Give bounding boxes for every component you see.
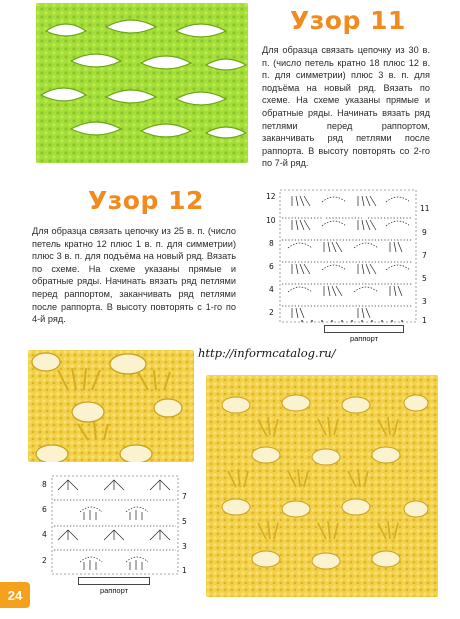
pattern-12-title: Узор 12: [88, 186, 204, 215]
row-number: 1: [182, 566, 187, 575]
row-number: 7: [422, 251, 427, 260]
row-number: 5: [422, 274, 427, 283]
pattern-11-description: Для образца связать цепочку из 30 в. п. (число петель кратно 18 плюс 12 в. п. для симметрии) плюс 3 в. п. для подъёма на новый ряд. Вязать по схеме. На схеме указаны прямые и обратные ряды. Начинать вязать ряд петлями перед раппортом, заканчивать ряд петлями после раппорта. В высоту повторять со 2-го по 7-й ряд.: [262, 45, 430, 169]
pattern-12-chart: [34, 474, 200, 600]
row-number: 2: [269, 308, 274, 317]
pattern-12-photo-closeup: [28, 350, 194, 462]
row-number: 9: [422, 228, 427, 237]
row-number: 4: [42, 530, 47, 539]
rapport-bracket: [324, 325, 404, 333]
row-number: 6: [42, 505, 47, 514]
pattern-11-chart-symbols: [262, 188, 437, 348]
pattern-11-chart: [262, 188, 437, 348]
rapport-label: раппорт: [99, 586, 129, 595]
row-number: 4: [269, 285, 274, 294]
row-number: 6: [269, 262, 274, 271]
row-number: 11: [420, 204, 430, 213]
row-number: 7: [182, 492, 187, 501]
pattern-12-description: Для образца связать цепочку из 25 в. п. (число петель кратно 12 плюс 1 в. п. для симметрии) плюс 3 в. п. для подъёма на новый ряд. Вязать по схеме. На схеме указаны прямые и обратные ряды. Начинать вязать ряд петлями перед раппортом, заканчивать ряд петлями после раппорта. В высоту повторять с 1-го по 4-й ряд.: [32, 226, 236, 325]
rapport-label: раппорт: [349, 334, 379, 343]
pattern-11-title: Узор 11: [290, 6, 406, 35]
row-number: 2: [42, 556, 47, 565]
watermark-url: http://informcatalog.ru/: [198, 346, 336, 360]
row-number: 3: [422, 297, 427, 306]
rapport-bracket: [78, 577, 150, 585]
pattern-12-photo-sample: [206, 375, 438, 597]
page-number-badge: 24: [0, 582, 30, 608]
row-number: 10: [266, 216, 276, 225]
row-number: 3: [182, 542, 187, 551]
row-number: 5: [182, 517, 187, 526]
pattern-11-photo: [36, 3, 248, 163]
row-number: 8: [42, 480, 47, 489]
row-number: 1: [422, 316, 427, 325]
row-number: 12: [266, 192, 276, 201]
row-number: 8: [269, 239, 274, 248]
